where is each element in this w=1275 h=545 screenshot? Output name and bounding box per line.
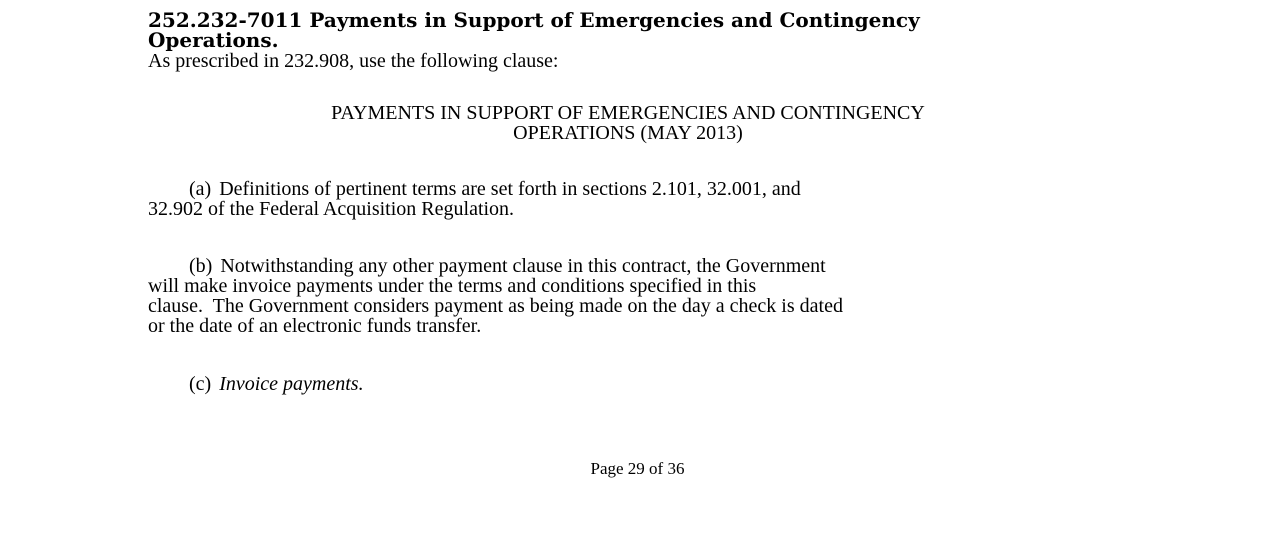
section-heading xyxy=(148,10,1128,50)
section-heading-line-2: Operations. xyxy=(148,28,279,52)
paragraph-a xyxy=(148,179,1128,219)
paragraph-c-label: (c) xyxy=(189,373,212,395)
paragraph-b-line-2: will make invoice payments under the terms and conditions specified in this xyxy=(148,275,757,297)
section-heading-line-1: 252.232-7011 Payments in Support of Emergencies and Contingency xyxy=(148,8,920,32)
paragraph-b-line-3: clause. The Government considers payment as being made on the day a check is dated xyxy=(148,295,843,317)
paragraph-a-line-2: 32.902 of the Federal Acquisition Regulation. xyxy=(148,198,515,220)
paragraph-b-line-4: or the date of an electronic funds transfer. xyxy=(148,315,482,337)
paragraph-b-line-1: Notwithstanding any other payment clause in this contract, the Government xyxy=(220,255,826,277)
paragraph-b-label: (b) xyxy=(189,255,213,277)
clause-title-line-1: PAYMENTS IN SUPPORT OF EMERGENCIES AND CONTINGENCY xyxy=(331,102,925,124)
page-number: Page 29 of 36 xyxy=(590,459,685,478)
clause-title xyxy=(148,103,1128,143)
clause-title-line-2: OPERATIONS (MAY 2013) xyxy=(513,122,743,144)
paragraph-a-label: (a) xyxy=(189,178,212,200)
section-intro: As prescribed in 232.908, use the following clause: xyxy=(148,50,559,72)
paragraph-a-line-1: Definitions of pertinent terms are set forth in sections 2.101, 32.001, and xyxy=(219,178,801,200)
document-body xyxy=(148,10,1128,394)
paragraph-c xyxy=(148,374,1128,394)
paragraph-c-heading: Invoice payments. xyxy=(219,373,364,395)
paragraph-b xyxy=(148,256,1128,336)
